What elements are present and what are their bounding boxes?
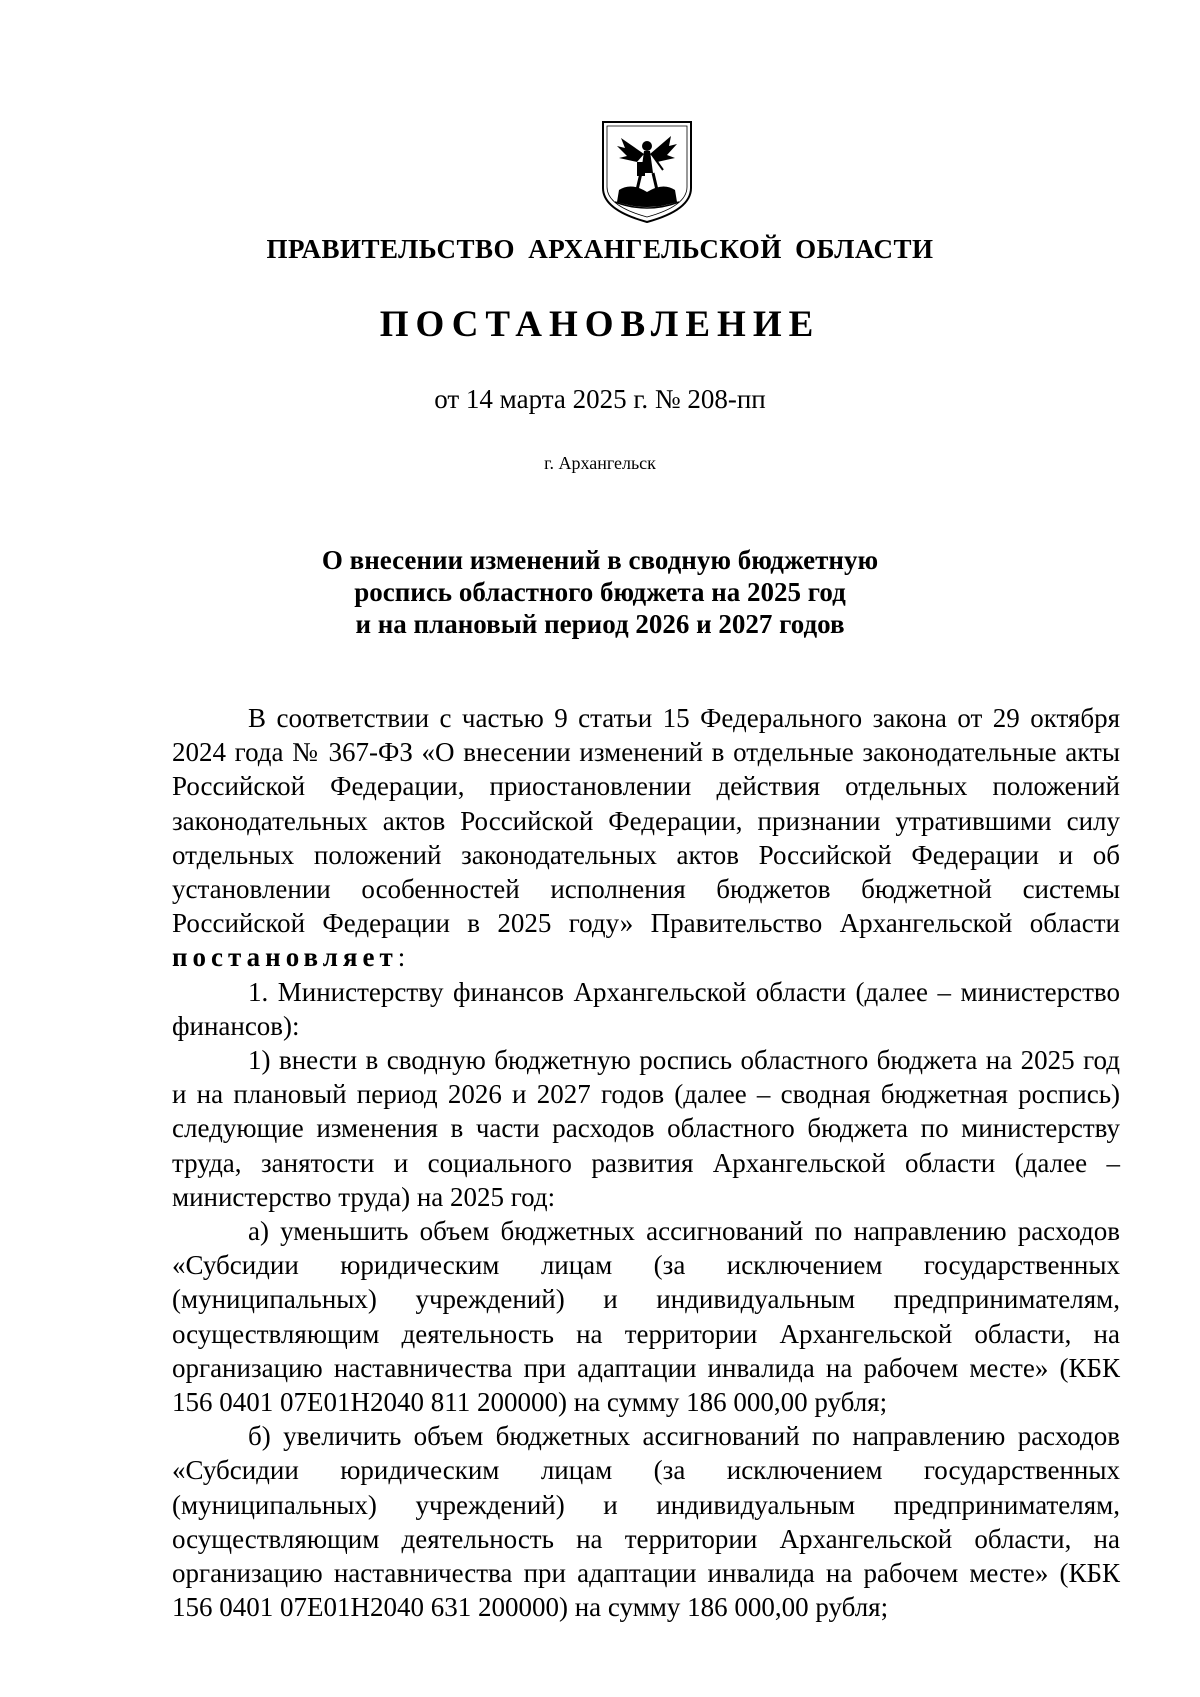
item-1-1-paragraph: 1) внести в сводную бюджетную роспись областного бюджета на 2025 год и на плановый период 2026 и 2027 годов (далее – сводная бюджетная роспись) следующие изменения в части расходов областного бюджета по министерству труда, занятости и социального развития Архангельской области (далее – министерство труда) на 2025 год: <box>172 1045 1120 1212</box>
preamble-paragraph <box>172 701 1120 975</box>
document-city: г. Архангельск <box>544 453 656 473</box>
document-type: ПОСТАНОВЛЕНИЕ <box>379 304 821 345</box>
subject-line-3: и на плановый период 2026 и 2027 годов <box>355 609 845 639</box>
document-body <box>172 701 1120 1624</box>
item-a-paragraph: а) уменьшить объем бюджетных ассигнований по направлению расходов «Субсидии юридическим лицам (за исключением государственных (муниципальных) учреждений) и индивидуальным предпринимателям, осуществляющим деятельность на территории Архангельской области, на организацию наставничества при адаптации инвалида на рабочем месте» (КБК 156 0401 07Е01Н2040 811 200000) на сумму 186 000,00 рубля; <box>172 1216 1120 1418</box>
document-date-number: от 14 марта 2025 г. № 208-пп <box>434 384 766 414</box>
coat-of-arms-icon <box>597 118 697 224</box>
government-title: ПРАВИТЕЛЬСТВО АРХАНГЕЛЬСКОЙ ОБЛАСТИ <box>266 234 934 264</box>
preamble-text: В соответствии с частью 9 статьи 15 Федерального закона от 29 октября 2024 года № 367-ФЗ «О внесении изменений в отдельные законодательные акты Российской Федерации, приостановлении действия отдельных положений законодательных актов Российской Федерации, признании утратившими силу отдельных положений законодательных актов Российской Федерации и об установлении особенностей исполнения бюджетов бюджетной системы Российской Федерации в 2025 году» Правительство Архангельской области <box>172 703 1120 939</box>
subject-line-1: О внесении изменений в сводную бюджетную <box>321 545 879 575</box>
subject-line-2: роспись областного бюджета на 2025 год <box>354 577 846 607</box>
item-1-paragraph: 1. Министерству финансов Архангельской области (далее – министерство финансов): <box>172 976 1120 1041</box>
decree-word: постановляет <box>172 942 398 973</box>
document-subject <box>0 544 1200 640</box>
item-b-paragraph: б) увеличить объем бюджетных ассигнований по направлению расходов «Субсидии юридическим лицам (за исключением государственных (муниципальных) учреждений) и индивидуальным предпринимателям, осуществляющим деятельность на территории Архангельской области, на организацию наставничества при адаптации инвалида на рабочем месте» (КБК 156 0401 07Е01Н2040 631 200000) на сумму 186 000,00 рубля; <box>172 1421 1120 1623</box>
decree-colon: : <box>397 942 406 973</box>
